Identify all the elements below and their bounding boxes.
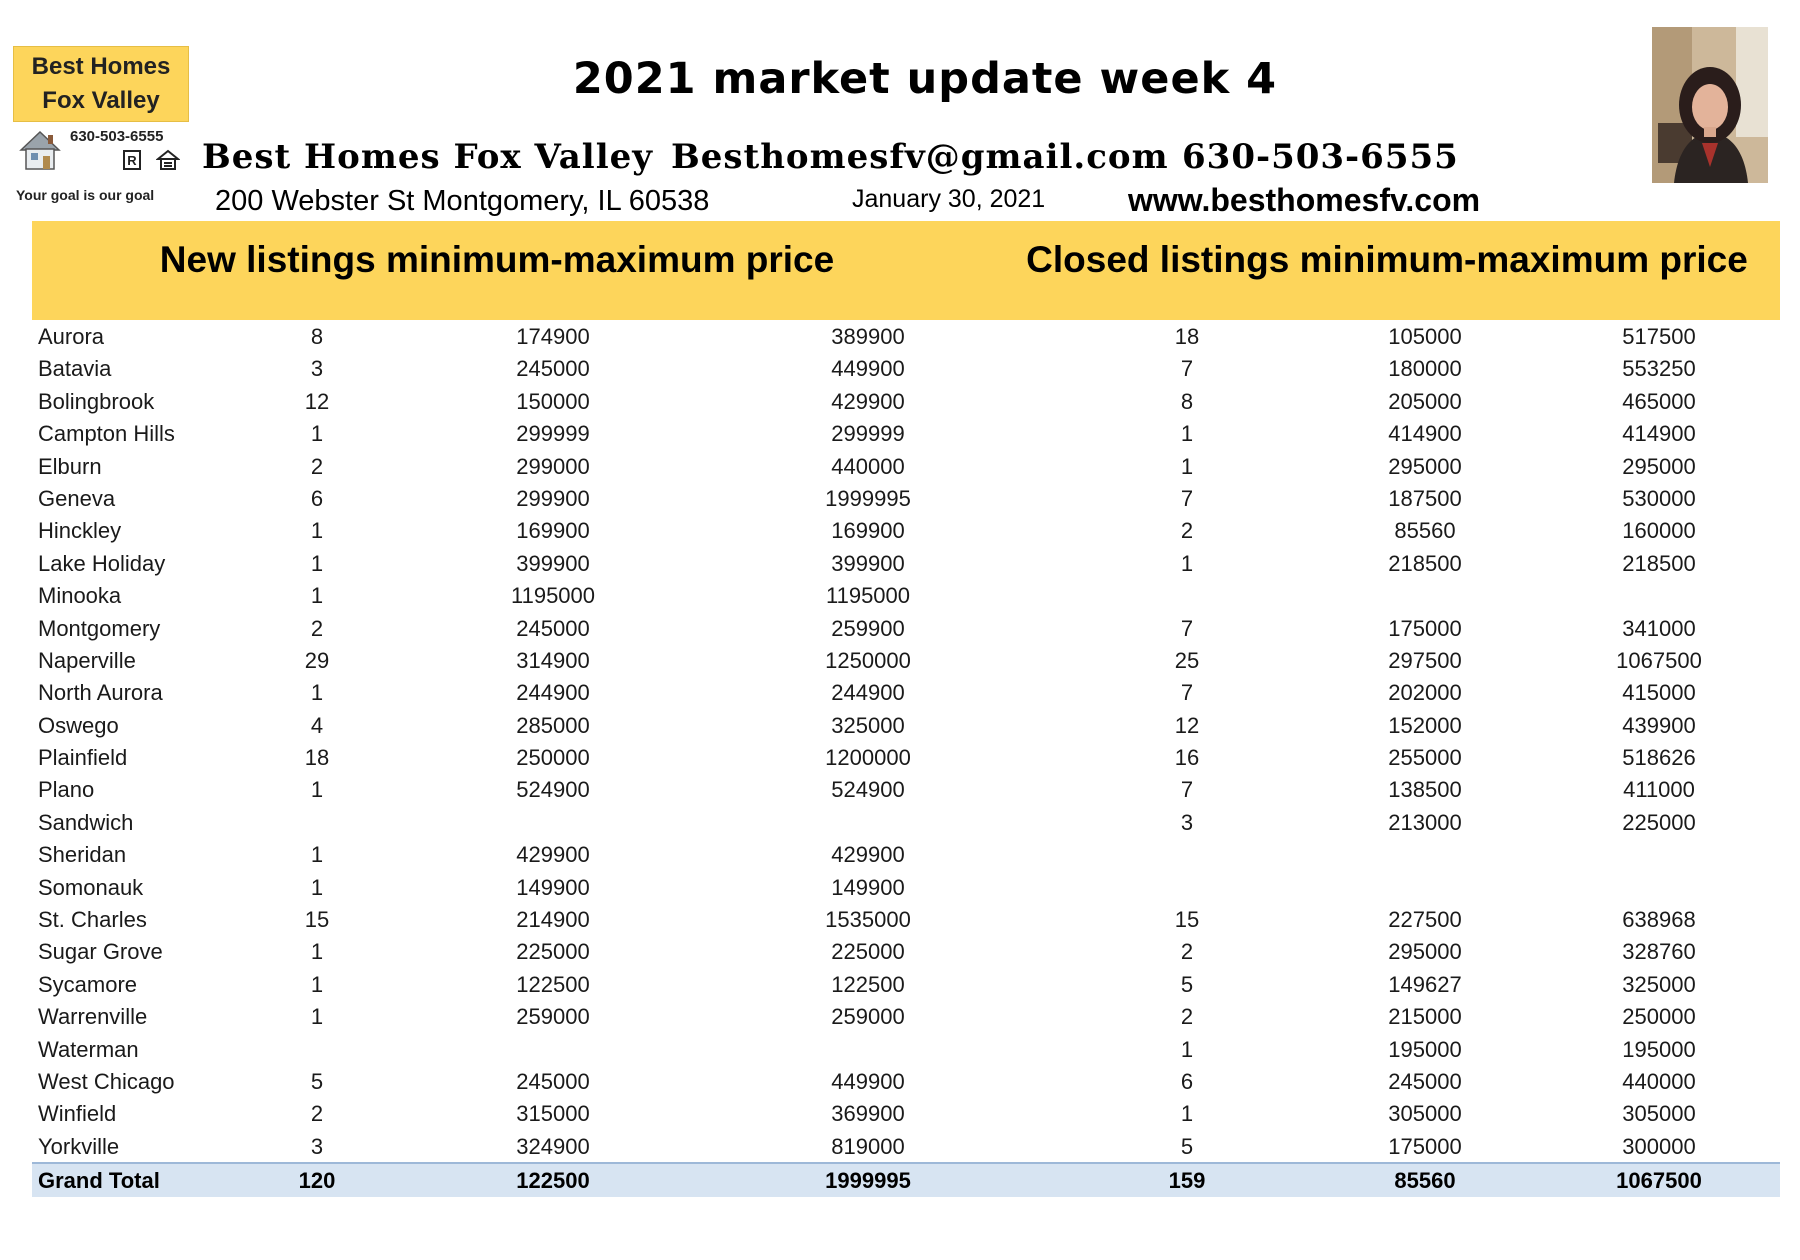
new-max-price-cell: 389900 xyxy=(831,324,905,349)
city-cell: Oswego xyxy=(38,712,119,738)
new-min-price-cell: 150000 xyxy=(516,388,590,414)
closed-min-price-cell: 202000 xyxy=(1388,680,1462,706)
closed-max-price-cell: 465000 xyxy=(1622,388,1696,414)
new-count-cell: 29 xyxy=(304,647,330,673)
city-cell: Minooka xyxy=(38,583,122,609)
city-cell: Somonauk xyxy=(38,874,144,900)
new-count-cell: 120 xyxy=(298,1168,336,1194)
new-max-price-cell: 225000 xyxy=(831,939,905,965)
table-row xyxy=(32,935,1780,967)
closed-max-price-cell: 305000 xyxy=(1622,1101,1696,1127)
closed-max-price-cell: 553250 xyxy=(1622,356,1696,382)
new-max-price-cell: 1200000 xyxy=(825,745,911,771)
new-max-price-cell: 244900 xyxy=(831,680,905,706)
new-count-cell: 1 xyxy=(310,550,324,576)
table-row xyxy=(32,450,1780,482)
contact-email: Besthomesfv@gmail.com xyxy=(671,137,1169,177)
closed-max-price-cell: 415000 xyxy=(1622,680,1696,706)
new-max-price-cell: 1195000 xyxy=(825,583,911,609)
city-cell: St. Charles xyxy=(38,907,147,933)
closed-count-cell: 7 xyxy=(1180,777,1194,803)
city-cell: North Aurora xyxy=(38,680,163,706)
closed-min-price-cell: 255000 xyxy=(1388,745,1462,771)
closed-max-price-cell: 638968 xyxy=(1622,907,1696,933)
realtor-icon xyxy=(123,150,141,170)
closed-max-price-cell: 518626 xyxy=(1622,745,1696,771)
new-count-cell: 1 xyxy=(310,971,324,997)
table-row xyxy=(32,482,1780,514)
report-date: January 30, 2021 xyxy=(852,185,1046,213)
logo-line-2: Fox Valley xyxy=(42,87,160,114)
new-min-price-cell: 429900 xyxy=(516,842,590,868)
table-row xyxy=(32,1097,1780,1129)
table-row xyxy=(32,806,1780,838)
closed-min-price-cell: 85560 xyxy=(1394,518,1456,544)
svg-text:R: R xyxy=(127,153,137,168)
city-cell: Winfield xyxy=(38,1101,117,1127)
logo-phone: 630-503-6555 xyxy=(70,128,164,145)
company-name: Best Homes Fox Valley xyxy=(202,137,654,177)
new-min-price-cell: 149900 xyxy=(516,874,590,900)
table-row xyxy=(32,579,1780,611)
closed-max-price-cell: 1067500 xyxy=(1616,647,1702,673)
new-min-price-cell: 314900 xyxy=(516,647,590,673)
closed-min-price-cell: 295000 xyxy=(1388,939,1462,965)
new-min-price-cell: 285000 xyxy=(516,712,590,738)
new-max-price-cell: 149900 xyxy=(831,874,905,900)
closed-max-price-cell: 218500 xyxy=(1622,550,1696,576)
closed-count-cell: 7 xyxy=(1180,680,1194,706)
closed-max-price-cell: 517500 xyxy=(1622,324,1696,349)
new-count-cell: 18 xyxy=(304,745,330,771)
closed-count-cell: 1 xyxy=(1180,453,1194,479)
closed-max-price-cell: 295000 xyxy=(1622,453,1696,479)
closed-min-price-cell: 152000 xyxy=(1388,712,1462,738)
table-row xyxy=(32,903,1780,935)
city-cell: Sugar Grove xyxy=(38,939,163,965)
closed-count-cell: 3 xyxy=(1180,809,1194,835)
new-min-price-cell: 174900 xyxy=(516,324,590,349)
closed-max-price-cell: 250000 xyxy=(1622,1004,1696,1030)
closed-min-price-cell: 105000 xyxy=(1388,324,1462,349)
table-row xyxy=(32,838,1780,870)
city-cell: West Chicago xyxy=(38,1068,175,1094)
closed-max-price-cell: 325000 xyxy=(1622,971,1696,997)
new-min-price-cell: 122500 xyxy=(516,971,590,997)
new-min-price-cell: 324900 xyxy=(516,1133,590,1159)
page-title: 2021 market update week 4 xyxy=(572,54,1278,104)
city-cell: Bolingbrook xyxy=(38,388,155,414)
closed-max-price-cell: 195000 xyxy=(1622,1036,1696,1062)
closed-count-cell: 7 xyxy=(1180,485,1194,511)
new-count-cell: 1 xyxy=(310,939,324,965)
new-min-price-cell: 245000 xyxy=(516,1068,590,1094)
closed-min-price-cell: 205000 xyxy=(1388,388,1462,414)
new-min-price-cell: 169900 xyxy=(516,518,590,544)
city-cell: Batavia xyxy=(38,356,112,382)
table-row xyxy=(32,773,1780,805)
new-count-cell: 1 xyxy=(310,518,324,544)
table-row xyxy=(32,320,1780,352)
city-cell: Sycamore xyxy=(38,971,138,997)
new-min-price-cell: 299999 xyxy=(516,421,590,447)
city-cell: Campton Hills xyxy=(38,421,175,447)
city-cell: Lake Holiday xyxy=(38,550,166,576)
new-max-price-cell: 1999995 xyxy=(825,485,911,511)
new-max-price-cell: 325000 xyxy=(831,712,905,738)
closed-count-cell: 18 xyxy=(1174,324,1200,349)
closed-max-price-cell: 530000 xyxy=(1622,485,1696,511)
table-row xyxy=(32,612,1780,644)
new-count-cell: 1 xyxy=(310,680,324,706)
closed-count-cell: 1 xyxy=(1180,421,1194,447)
new-min-price-cell: 399900 xyxy=(516,550,590,576)
new-min-price-cell: 245000 xyxy=(516,615,590,641)
new-count-cell: 1 xyxy=(310,842,324,868)
city-cell: Hinckley xyxy=(38,518,122,544)
closed-count-cell: 1 xyxy=(1180,550,1194,576)
city-cell: Elburn xyxy=(38,453,102,479)
closed-max-price-cell: 440000 xyxy=(1622,1068,1696,1094)
city-cell: Aurora xyxy=(38,324,105,349)
closed-count-cell: 6 xyxy=(1180,1068,1194,1094)
closed-max-price-cell: 341000 xyxy=(1622,615,1696,641)
table-row xyxy=(32,547,1780,579)
new-min-price-cell: 250000 xyxy=(516,745,590,771)
grand-total-row xyxy=(32,1162,1780,1196)
city-cell: Waterman xyxy=(38,1036,139,1062)
closed-count-cell: 5 xyxy=(1180,1133,1194,1159)
new-count-cell: 1 xyxy=(310,1004,324,1030)
table-row xyxy=(32,871,1780,903)
closed-count-cell: 2 xyxy=(1180,518,1194,544)
city-cell: Yorkville xyxy=(38,1133,120,1159)
new-max-price-cell: 369900 xyxy=(831,1101,905,1127)
new-count-cell: 3 xyxy=(310,1133,324,1159)
equal-housing-icon xyxy=(156,149,180,171)
table-row xyxy=(32,417,1780,449)
new-count-cell: 1 xyxy=(310,874,324,900)
closed-min-price-cell: 213000 xyxy=(1388,809,1462,835)
table-row xyxy=(32,968,1780,1000)
closed-max-price-cell: 160000 xyxy=(1622,518,1696,544)
closed-min-price-cell: 85560 xyxy=(1394,1168,1456,1194)
city-cell: Geneva xyxy=(38,485,116,511)
closed-max-price-cell: 411000 xyxy=(1623,777,1695,803)
new-max-price-cell: 429900 xyxy=(831,388,905,414)
new-max-price-cell: 524900 xyxy=(831,777,905,803)
closed-count-cell: 15 xyxy=(1174,907,1200,933)
table-row xyxy=(32,1000,1780,1032)
table-row xyxy=(32,1130,1780,1162)
city-cell: Plano xyxy=(38,777,95,803)
city-cell: Grand Total xyxy=(38,1168,160,1194)
closed-count-cell: 8 xyxy=(1180,388,1194,414)
city-cell: Sheridan xyxy=(38,842,127,868)
new-count-cell: 2 xyxy=(310,615,324,641)
new-count-cell: 2 xyxy=(310,1101,324,1127)
closed-max-price-cell: 328760 xyxy=(1622,939,1696,965)
new-max-price-cell: 449900 xyxy=(831,356,905,382)
closed-listings-heading: Closed listings minimum-maximum price xyxy=(1026,239,1748,280)
closed-max-price-cell: 414900 xyxy=(1622,421,1696,447)
office-address: 200 Webster St Montgomery, IL 60538 xyxy=(215,185,710,217)
city-cell: Naperville xyxy=(38,647,136,673)
table-row xyxy=(32,676,1780,708)
new-max-price-cell: 449900 xyxy=(831,1068,905,1094)
closed-count-cell: 7 xyxy=(1180,356,1194,382)
table-row xyxy=(32,1033,1780,1065)
new-min-price-cell: 225000 xyxy=(516,939,590,965)
new-count-cell: 12 xyxy=(304,388,330,414)
closed-min-price-cell: 138500 xyxy=(1388,777,1462,803)
closed-min-price-cell: 414900 xyxy=(1388,421,1462,447)
closed-min-price-cell: 195000 xyxy=(1388,1036,1462,1062)
closed-min-price-cell: 180000 xyxy=(1388,356,1462,382)
closed-count-cell: 7 xyxy=(1180,615,1194,641)
closed-min-price-cell: 149627 xyxy=(1388,971,1462,997)
new-min-price-cell: 214900 xyxy=(516,907,590,933)
tagline: Your goal is our goal xyxy=(16,187,155,203)
city-cell: Warrenville xyxy=(38,1004,148,1030)
new-count-cell: 3 xyxy=(310,356,324,382)
closed-min-price-cell: 295000 xyxy=(1388,453,1462,479)
city-cell: Sandwich xyxy=(38,809,134,835)
new-min-price-cell: 244900 xyxy=(516,680,590,706)
new-max-price-cell: 440000 xyxy=(831,453,905,479)
new-count-cell: 2 xyxy=(310,453,324,479)
new-max-price-cell: 122500 xyxy=(831,971,905,997)
closed-min-price-cell: 305000 xyxy=(1388,1101,1462,1127)
agent-photo xyxy=(1652,27,1768,183)
new-min-price-cell: 299000 xyxy=(516,453,590,479)
new-min-price-cell: 245000 xyxy=(516,356,590,382)
table-row xyxy=(32,709,1780,741)
closed-min-price-cell: 227500 xyxy=(1388,907,1462,933)
new-min-price-cell: 1195000 xyxy=(510,583,596,609)
closed-count-cell: 1 xyxy=(1180,1101,1194,1127)
closed-count-cell: 16 xyxy=(1174,745,1200,771)
new-max-price-cell: 1250000 xyxy=(825,647,911,673)
new-max-price-cell: 259000 xyxy=(831,1004,905,1030)
new-max-price-cell: 169900 xyxy=(831,518,905,544)
new-count-cell: 1 xyxy=(310,583,324,609)
closed-min-price-cell: 175000 xyxy=(1388,615,1462,641)
new-listings-heading: New listings minimum-maximum price xyxy=(159,239,835,280)
table-row xyxy=(32,385,1780,417)
table-row xyxy=(32,352,1780,384)
new-min-price-cell: 259000 xyxy=(516,1004,590,1030)
new-count-cell: 5 xyxy=(310,1068,324,1094)
closed-count-cell: 1 xyxy=(1180,1036,1194,1062)
closed-max-price-cell: 300000 xyxy=(1622,1133,1696,1159)
new-count-cell: 4 xyxy=(310,712,324,738)
table-row xyxy=(32,1065,1780,1097)
city-cell: Plainfield xyxy=(38,745,128,771)
new-min-price-cell: 315000 xyxy=(516,1101,590,1127)
closed-max-price-cell: 439900 xyxy=(1622,712,1696,738)
closed-count-cell: 159 xyxy=(1168,1168,1206,1194)
city-cell: Montgomery xyxy=(38,615,161,641)
logo-line-1: Best Homes xyxy=(31,53,171,80)
closed-count-cell: 2 xyxy=(1180,939,1194,965)
closed-min-price-cell: 218500 xyxy=(1388,550,1462,576)
table-row xyxy=(32,514,1780,546)
new-min-price-cell: 524900 xyxy=(516,777,590,803)
new-max-price-cell: 399900 xyxy=(831,550,905,576)
closed-count-cell: 25 xyxy=(1174,647,1200,673)
house-icon xyxy=(17,128,63,172)
new-max-price-cell: 299999 xyxy=(831,421,905,447)
new-max-price-cell: 819000 xyxy=(831,1133,905,1159)
table-row xyxy=(32,741,1780,773)
new-count-cell: 1 xyxy=(310,777,324,803)
closed-min-price-cell: 215000 xyxy=(1388,1004,1462,1030)
section-heading-band xyxy=(32,221,1780,320)
closed-min-price-cell: 297500 xyxy=(1388,647,1462,673)
new-min-price-cell: 122500 xyxy=(516,1168,590,1194)
new-count-cell: 1 xyxy=(310,421,324,447)
listings-table xyxy=(32,320,1780,1197)
new-count-cell: 6 xyxy=(310,485,324,511)
closed-count-cell: 2 xyxy=(1180,1004,1194,1030)
closed-min-price-cell: 187500 xyxy=(1388,485,1462,511)
new-max-price-cell: 1535000 xyxy=(825,907,911,933)
website-url: www.besthomesfv.com xyxy=(1128,182,1481,218)
closed-min-price-cell: 245000 xyxy=(1388,1068,1462,1094)
new-max-price-cell: 259900 xyxy=(831,615,905,641)
closed-max-price-cell: 225000 xyxy=(1622,809,1696,835)
closed-count-cell: 5 xyxy=(1180,971,1194,997)
closed-max-price-cell: 1067500 xyxy=(1616,1168,1702,1194)
new-max-price-cell: 1999995 xyxy=(825,1168,911,1194)
closed-min-price-cell: 175000 xyxy=(1388,1133,1462,1159)
new-max-price-cell: 429900 xyxy=(831,842,905,868)
new-count-cell: 8 xyxy=(310,324,324,349)
table-row xyxy=(32,644,1780,676)
new-count-cell: 15 xyxy=(304,907,330,933)
new-min-price-cell: 299900 xyxy=(516,485,590,511)
closed-count-cell: 12 xyxy=(1174,712,1200,738)
contact-phone: 630-503-6555 xyxy=(1182,137,1459,177)
